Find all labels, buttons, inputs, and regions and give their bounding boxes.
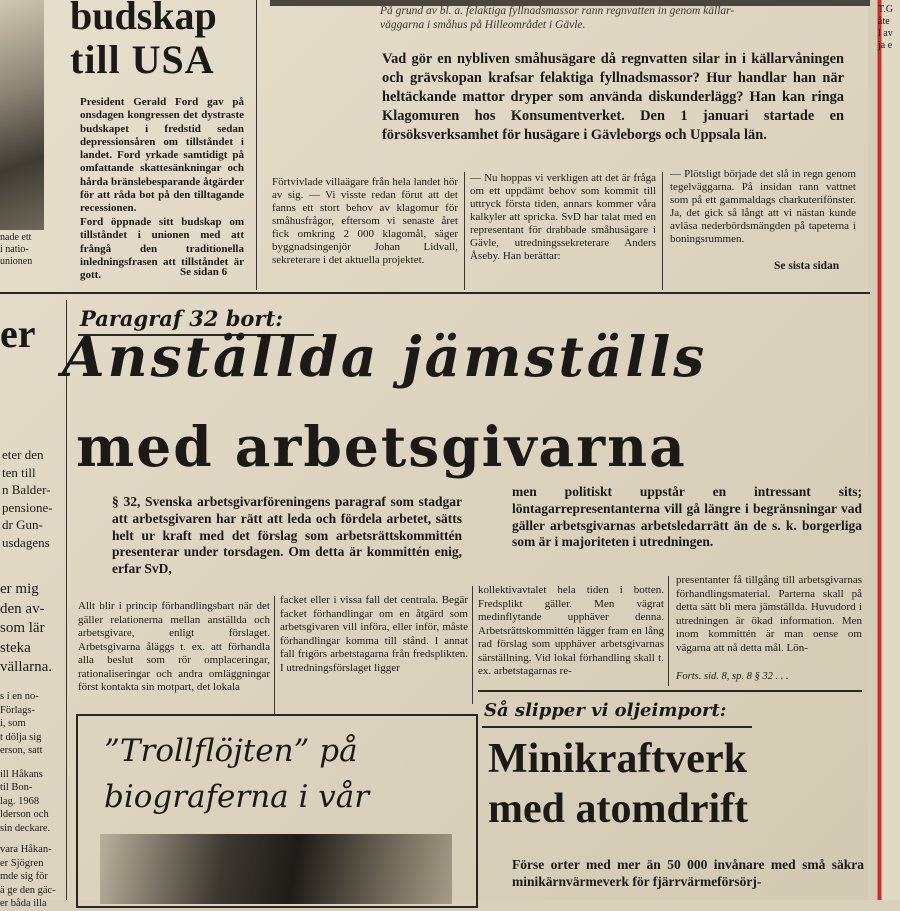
left-line: s i en no- (0, 691, 39, 702)
klagomur-col3: — Plötsligt började det slå in regn genom tegelväggarna. På insidan rann vattnet som på ett gammaldags charkuterifönster. Ja, det gick så långt att vi nästan kunde avläsa nederbördsmängden på tapeterna i boningsrummen. (670, 168, 856, 245)
column-divider (668, 576, 669, 686)
klagomur-ref: Se sista sidan (774, 260, 840, 272)
left-line: til Bon- (0, 782, 33, 793)
left-column-mid (0, 580, 62, 678)
main-lead-left: § 32, Svenska arbetsgivarföreningens paragraf som stadgar att arbetsgivaren har rätt att leda och fördela arbetet, sätts helt ur kraft med det förslag som arbetsrättskommittén presenterar under torsdagen. Om detta är kommittén enig, erfar SvD, (112, 494, 462, 577)
right-edge-text (878, 4, 898, 52)
klagomur-lead: Vad gör en nybliven småhusägare då regnvatten silar in i källarvåningen och grävskopan krafsar felaktiga fyllnadsmassor? Hur handlar han när heltäckande mattor dryper som använda diskunderlägg? Han kan ringa Klagomuren hos Konsumentverket. Den 1 januari startade en försöksverksamhet för husägare i Gävleborgs och Uppsala län. (382, 51, 844, 143)
section-rule (0, 292, 870, 294)
kicker-underline (482, 726, 752, 728)
left-column-top (2, 446, 64, 566)
minikraft-headline-line: med atomdrift (488, 786, 749, 832)
left-line: er Sjögren (0, 857, 44, 869)
column-divider (256, 0, 257, 290)
left-line: vara Håkan- (0, 844, 52, 855)
right-fragment: åte (878, 16, 890, 27)
left-line: i, som (0, 718, 26, 729)
ford-lead: President Gerald Ford gav på onsdagen kongressen det dystraste budskapet i fredstid sedan depressionsåren om tillståndet i landet. Ford yrkade samtidigt på omfattande skattesänkningar och hårda bränslebesparande åtgärder för att råda bot på den tilltagande recessionen. (80, 96, 244, 215)
left-line: erson, satt (0, 745, 43, 756)
left-line: dr Gun- (2, 517, 43, 532)
left-line: steka (0, 639, 31, 656)
main-col1: Allt blir i princip förhandlingsbart när det gäller relationerna mellan anställda och arbetsgivare, enligt förslaget. Arbetsgivarna åläggs t. ex. att förhandla alla beslut som rör omplaceringar, rationaliseringar och andra omläggningar först kontakta sin motpart, det lokala (78, 600, 270, 693)
left-line: ä ge den gäc- (0, 884, 56, 896)
left-line: ten till (2, 464, 36, 480)
trollflojten-photo (100, 834, 452, 904)
ford-headline-line: budskap (70, 0, 217, 38)
left-line: er båda illa (0, 898, 47, 909)
right-fragment: ja e (878, 40, 893, 51)
trollflojten-title (104, 728, 369, 820)
klagomur-col2: — Nu hoppas vi verkligen att det är fråga om ett uppdämt behov som kommit till uttryck första tiden, annars kommer våra kalkyler att spricka. SvD har talat med en representant för drabbade småhusägare i Gävle, utredningssekreterare Anders Åseby. Han berättar: (470, 172, 656, 262)
left-column-bottom (0, 690, 64, 911)
left-line: vällarna. (0, 659, 53, 675)
main-headline-line1: Anställda jämställs (62, 324, 708, 389)
main-col4: presentanter få tillgång till arbetsgivarnas förhandlingsmaterial. Parterna skall på detta sätt bli mera jämställda. Huvudord i utredningen är ökad information. Men inom kommittén är man oense om vägarna att nå detta mål. Lön- (676, 574, 862, 654)
main-col3: kollektivavtalet hela tiden i botten. Fredsplikt gäller. Men vägrat medinflytande upphäver denna. Arbetsrättskommittén lägger fram en lång rad förslag som upphäver arbetsgivarnas särställning. Vid lokal förhandling skall t. ex. arbetstagarnas re- (478, 584, 664, 677)
left-line: lderson och (0, 809, 49, 820)
left-line: eter den (2, 447, 44, 462)
caption-line: unionen (0, 256, 33, 267)
trollflojten-title-line: biograferna i vår (104, 779, 370, 815)
main-headline-line2: med arbetsgivarna (76, 414, 687, 479)
left-line: ill Håkans (0, 768, 43, 780)
minikraft-headline-line: Minikraftverk (488, 736, 747, 782)
left-line: usdagens (2, 534, 50, 550)
main-col2: facket eller i vissa fall det centrala. Begär facket förhandlingar om en åtgärd som arbetsgivaren vill införa, eller inför, måste förhandlingar komma till stånd. I annat fall frigörs arbetstagarna från fredsplikten. I utredningsförslaget ligger (280, 594, 468, 674)
minikraft-kicker: Så slipper vi oljeimport: (484, 700, 727, 721)
left-line: mde sig för (0, 871, 48, 882)
ford-headline (70, 0, 217, 82)
left-line: er mig (0, 581, 39, 597)
ford-body: Ford öppnade sitt budskap om tillståndet i unionen med att frångå den traditionella inledningsfrasen att tillståndet är gott. (80, 216, 244, 282)
caption-line: nade ett (0, 232, 32, 243)
top-photo-caption (380, 4, 850, 32)
main-lead-right: men politiskt uppstår en intressant sits; löntagarrepresentanterna vill gå längre i begränsningar vad gäller arbetsgivarnas arbetsledarrätt än de s. k. borgerliga som är i majoriteten i utredningen. (512, 484, 862, 550)
left-line: som lär (0, 620, 45, 636)
ford-photo-caption (0, 232, 46, 268)
minikraft-headline (488, 734, 748, 834)
left-line: n Balder- (2, 482, 51, 497)
ford-headline-line: till USA (70, 37, 215, 82)
left-line: sin deckare. (0, 822, 51, 834)
caption-line: På grund av bl. a. felaktiga fyllnadsmassor rann regnvatten in genom källar- (380, 5, 735, 17)
right-fragment: T.G (878, 4, 894, 15)
column-divider (662, 172, 663, 290)
left-line: lag. 1968 (0, 795, 40, 807)
left-fragment-headline: er (0, 311, 36, 356)
klagomur-col1: Förtvivlade villaägare från hela landet hör av sig. — Vi visste redan förut att det fanns ett stort behov av klagomur för småhusfrågor, eftersom vi senaste året fick omkring 2 000 klagomål, säger byggnadsingenjör Johan Lidvall, sekreterare i det aktuella projektet. (272, 176, 458, 266)
minikraft-lead: Förse orter med mer än 50 000 invånare med små säkra minikärnvärmeverk för fjärrvärmeförsörj- (512, 857, 864, 889)
column-divider (464, 172, 465, 290)
caption-line: i natio- (0, 244, 29, 255)
left-line: Förlags- (0, 704, 35, 716)
left-line: pensione- (2, 499, 53, 515)
column-divider (274, 596, 275, 714)
main-ref: Forts. sid. 8, sp. 8 § 32 . . . (676, 671, 789, 682)
red-margin-line (868, 0, 900, 900)
left-line: den av- (0, 600, 45, 617)
column-divider (472, 586, 473, 704)
ford-photo (0, 0, 44, 230)
ford-ref: Se sidan 6 (180, 266, 228, 278)
caption-line: väggarna i småhus på Hilleområdet i Gävle. (380, 19, 586, 31)
left-line: t dölja sig (0, 731, 42, 743)
trollflojten-title-line: ”Trollflöjten” på (104, 733, 358, 769)
section-rule (478, 690, 862, 692)
main-kicker: Paragraf 32 bort: (80, 306, 283, 331)
right-fragment: l av (878, 28, 893, 39)
